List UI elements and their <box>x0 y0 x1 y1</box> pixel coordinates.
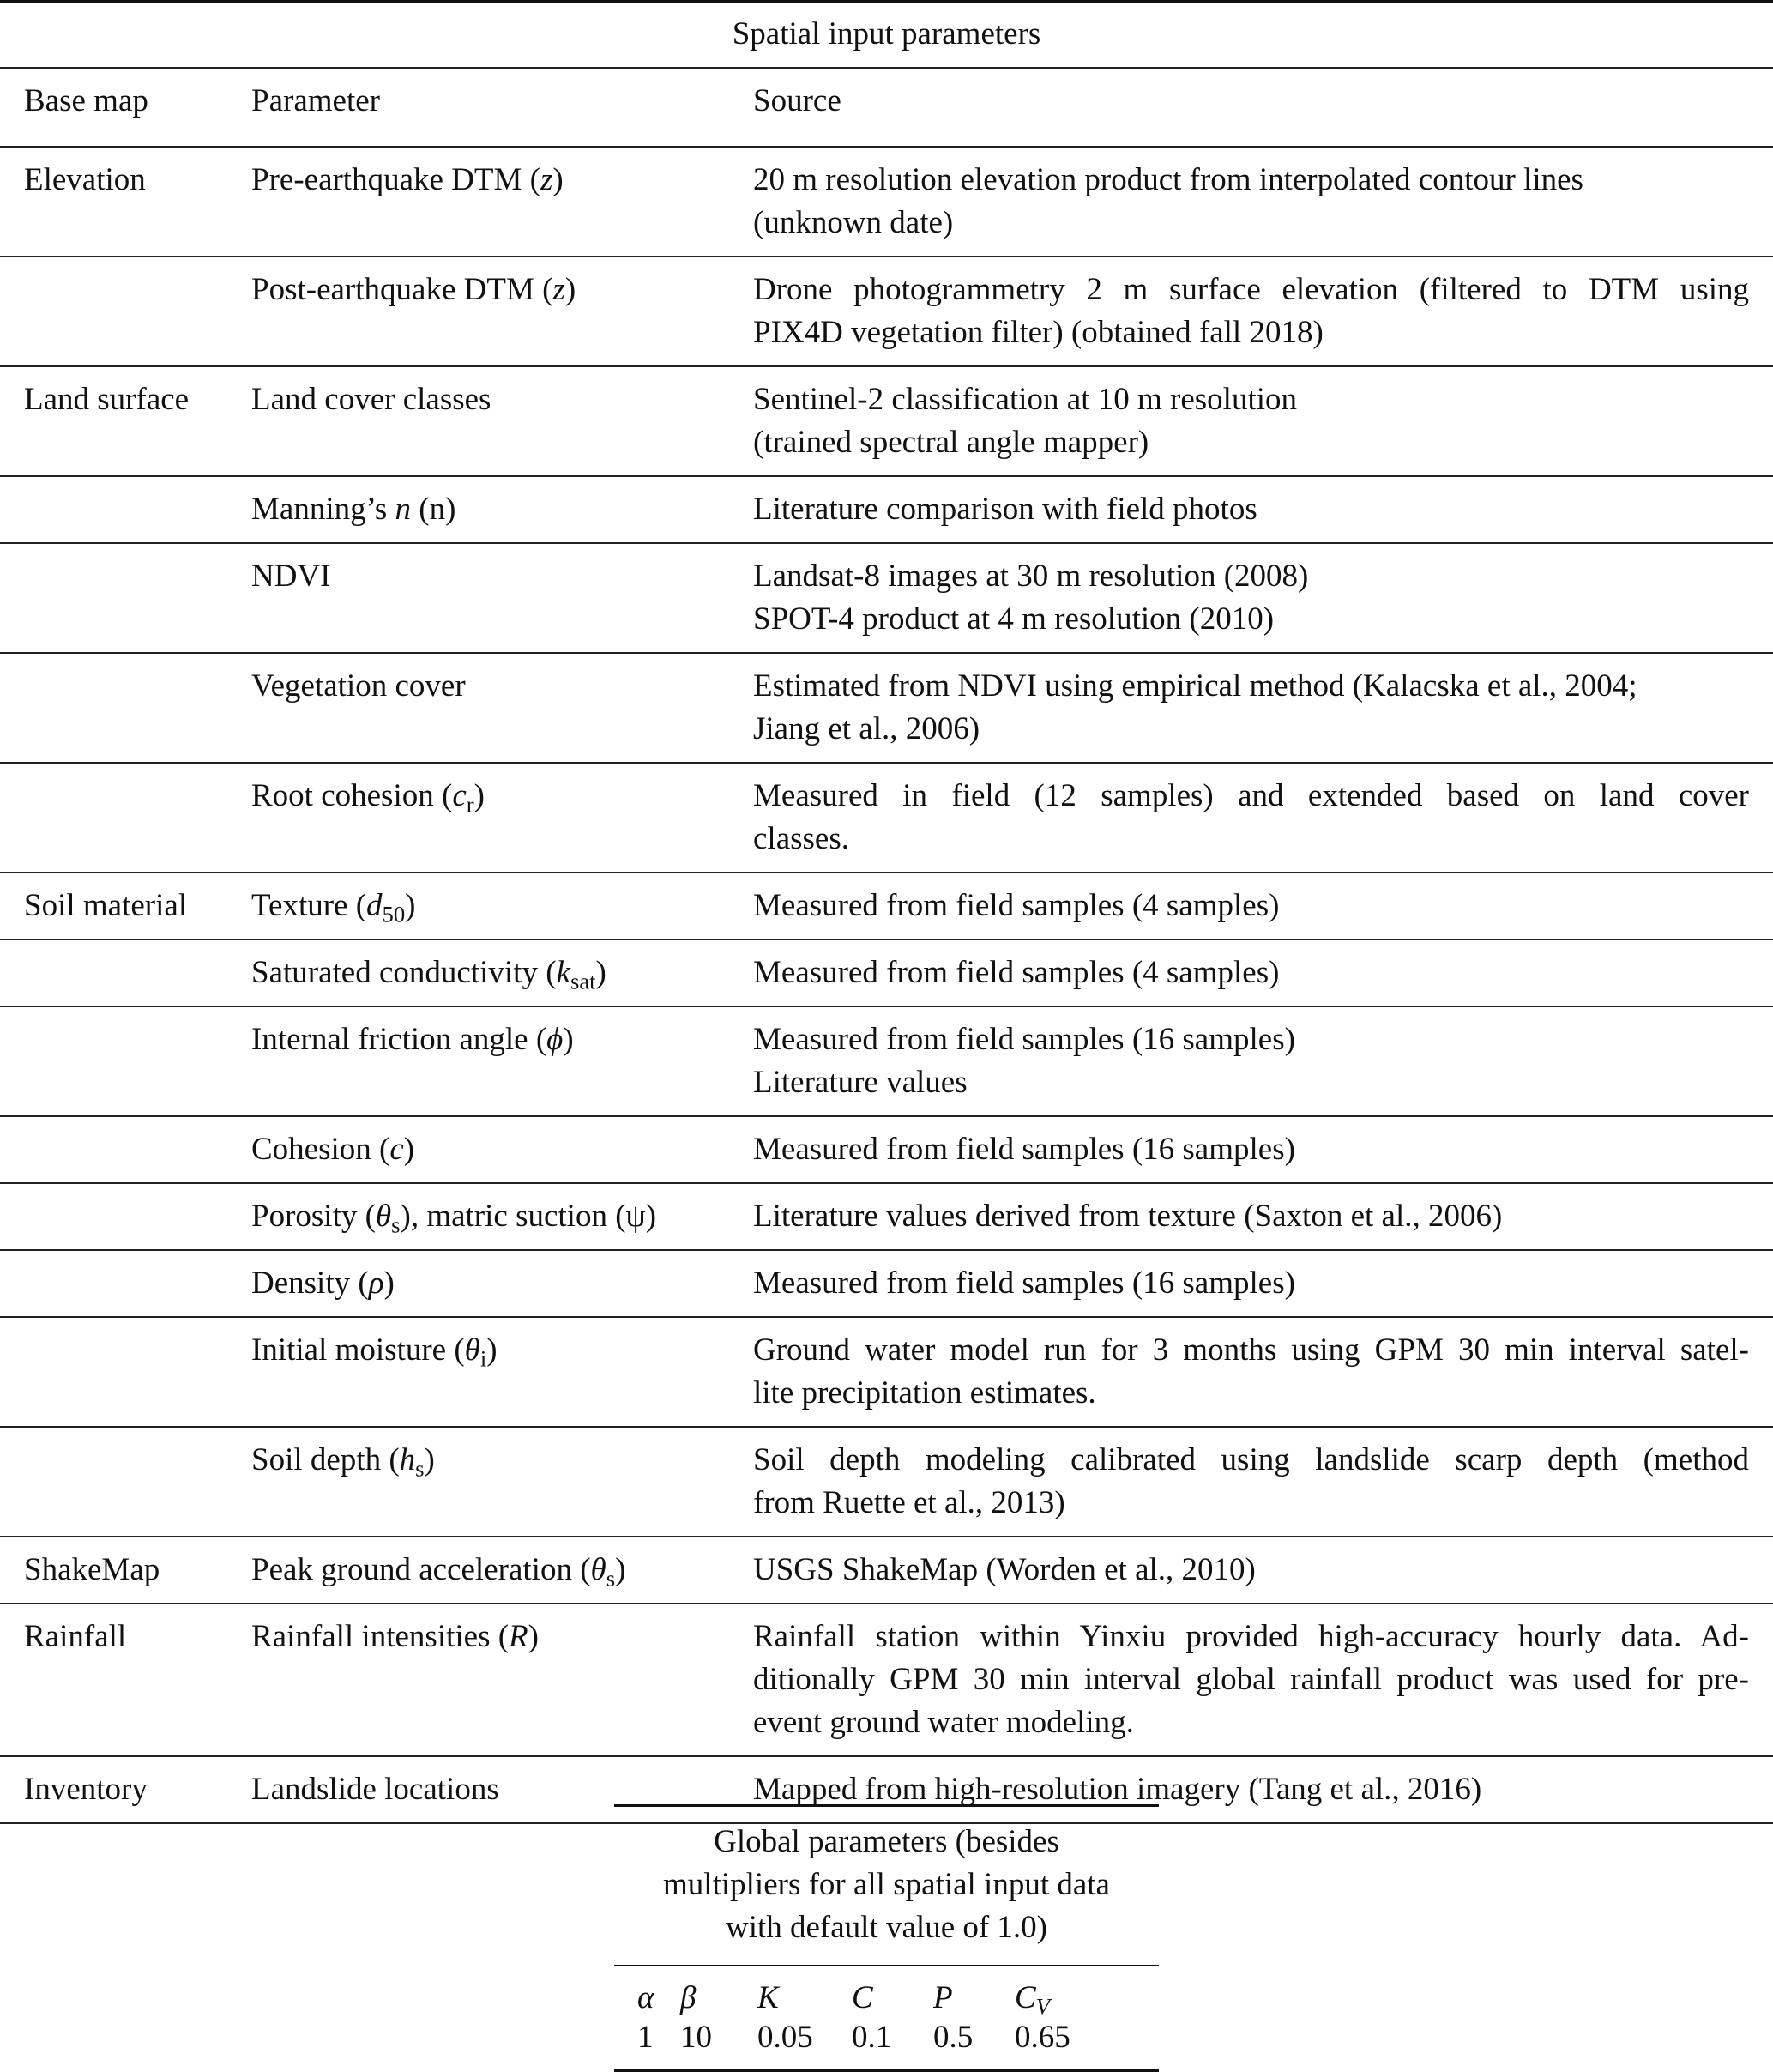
source-line: Literature values <box>753 1065 968 1100</box>
base-map-cell <box>0 476 251 543</box>
parameter-suffix: ) <box>552 162 564 197</box>
parameter-symbol: ϕ <box>546 1022 564 1057</box>
column-header-parameter: Parameter <box>251 83 380 118</box>
parameter-name: Rainfall intensities ( <box>251 1619 510 1654</box>
table-row <box>0 1537 1773 1604</box>
global-symbol-row <box>614 1966 1159 2018</box>
base-map-cell <box>0 1250 251 1317</box>
global-symbol-cell <box>852 1966 933 2018</box>
table-row <box>0 939 1773 1006</box>
parameter-name: Landslide locations <box>251 1772 499 1807</box>
parameter-cell <box>251 147 753 257</box>
source-line: Ground water model run for 3 months using GPM 30 min interval satel- <box>753 1332 1749 1368</box>
source-cell <box>753 1250 1773 1317</box>
parameter-suffix: ) <box>473 778 485 813</box>
source-cell <box>753 763 1773 873</box>
source-cell <box>753 1604 1773 1756</box>
table-row <box>0 1604 1773 1756</box>
source-line: Jiang et al., 2006) <box>753 711 980 746</box>
parameter-name: Saturated conductivity ( <box>251 955 557 990</box>
parameter-cell <box>251 366 753 476</box>
base-map-cell <box>0 1116 251 1183</box>
base-map-cell <box>0 257 251 366</box>
global-symbol-cell <box>614 1966 680 2018</box>
base-map-cell <box>0 939 251 1006</box>
table-title: Spatial input parameters <box>732 16 1041 51</box>
parameter-suffix: ) <box>383 1266 395 1301</box>
global-symbol-cell <box>680 1966 757 2018</box>
source-cell <box>753 543 1773 653</box>
parameter-subscript: sat <box>570 968 596 994</box>
source-cell <box>753 1317 1773 1427</box>
table-title-row <box>0 2 1773 69</box>
global-symbol: α <box>637 1980 654 2015</box>
table-row <box>0 763 1773 873</box>
base-map-cell <box>0 543 251 653</box>
parameter-symbol: θ <box>375 1199 392 1234</box>
parameter-suffix: ) <box>564 272 576 307</box>
parameter-symbol: c <box>452 778 467 813</box>
parameter-suffix: ) <box>595 955 606 990</box>
global-value: 10 <box>680 2020 712 2055</box>
parameter-cell <box>251 1537 753 1604</box>
global-symbol: C <box>1015 1980 1036 2015</box>
base-map-cell <box>0 1317 251 1427</box>
source-line: Measured from field samples (4 samples) <box>753 888 1280 923</box>
parameter-symbol: d <box>366 888 383 923</box>
source-line: ditionally GPM 30 min interval global rainfall product was used for pre- <box>753 1662 1749 1697</box>
source-cell <box>753 476 1773 543</box>
table-row <box>0 1317 1773 1427</box>
parameter-cell <box>251 257 753 366</box>
parameter-cell <box>251 1604 753 1756</box>
parameter-suffix: ) <box>563 1022 574 1057</box>
column-header-source: Source <box>753 83 841 118</box>
source-line: PIX4D vegetation filter) (obtained fall 2018) <box>753 315 1324 350</box>
parameter-symbol: n <box>395 492 412 527</box>
parameter-name: Internal friction angle ( <box>251 1022 547 1057</box>
global-symbol-cell <box>933 1966 1015 2018</box>
source-cell <box>753 366 1773 476</box>
parameter-cell <box>251 543 753 653</box>
parameter-cell <box>251 476 753 543</box>
parameter-subscript: s <box>415 1455 425 1482</box>
global-title-line: multipliers for all spatial input data <box>663 1867 1110 1902</box>
source-cell <box>753 147 1773 257</box>
source-line: Soil depth modeling calibrated using landslide scarp depth (method <box>753 1442 1749 1477</box>
source-cell <box>753 653 1773 763</box>
source-line: USGS ShakeMap (Worden et al., 2010) <box>753 1552 1256 1587</box>
source-line: Measured from field samples (4 samples) <box>753 955 1280 990</box>
source-line: Measured from field samples (16 samples) <box>753 1022 1295 1057</box>
source-line: Estimated from NDVI using empirical method (Kalacska et al., 2004; <box>753 668 1637 704</box>
table-row <box>0 653 1773 763</box>
parameter-name: Porosity ( <box>251 1199 376 1234</box>
parameter-suffix: ) <box>403 1132 415 1167</box>
parameter-cell <box>251 1250 753 1317</box>
source-line: Mapped from high-resolution imagery (Tang et al., 2016) <box>753 1772 1482 1807</box>
parameter-subscript: 50 <box>382 901 406 927</box>
table-row <box>0 1116 1773 1183</box>
global-symbol: K <box>757 1980 779 2015</box>
parameter-suffix: ) <box>405 888 416 923</box>
parameter-suffix: ), matric suction (ψ) <box>400 1199 657 1234</box>
source-cell <box>753 873 1773 939</box>
parameter-suffix: ) <box>486 1332 498 1368</box>
source-line: 20 m resolution elevation product from interpolated contour lines <box>753 162 1583 197</box>
global-symbol: P <box>933 1980 953 2015</box>
parameter-symbol: R <box>509 1619 528 1654</box>
global-parameters-title <box>614 1806 1159 1966</box>
source-line: Measured from field samples (16 samples) <box>753 1132 1295 1167</box>
parameter-symbol: θ <box>464 1332 480 1368</box>
parameter-cell <box>251 873 753 939</box>
base-map-cell <box>0 763 251 873</box>
source-cell <box>753 1183 1773 1250</box>
source-line: Sentinel-2 classification at 10 m resolution <box>753 382 1298 417</box>
global-symbol-subscript: V <box>1035 1993 1050 2020</box>
source-line: Measured from field samples (16 samples) <box>753 1266 1295 1301</box>
table-row <box>0 1006 1773 1116</box>
parameter-name: Land cover classes <box>251 382 491 417</box>
global-parameters-table <box>614 1804 1159 2072</box>
global-symbol-cell <box>1015 1966 1159 2018</box>
parameter-symbol: z <box>540 162 553 197</box>
source-line: Drone photogrammetry 2 m surface elevation (filtered to DTM using <box>753 272 1749 307</box>
source-line: (trained spectral angle mapper) <box>753 425 1149 460</box>
base-map-cell: Soil material <box>24 888 188 923</box>
global-value: 0.65 <box>1015 2020 1070 2055</box>
table-row <box>0 543 1773 653</box>
global-title-line: with default value of 1.0) <box>725 1910 1048 1945</box>
global-title-line: Global parameters (besides <box>714 1824 1059 1859</box>
source-line: Landsat-8 images at 30 m resolution (2008) <box>753 559 1309 594</box>
source-line: (unknown date) <box>753 205 954 240</box>
parameter-suffix: (n) <box>411 492 456 527</box>
parameter-cell <box>251 1317 753 1427</box>
source-line: lite precipitation estimates. <box>753 1375 1096 1411</box>
table-row <box>0 1250 1773 1317</box>
global-value: 0.5 <box>933 2020 974 2055</box>
parameter-subscript: s <box>606 1565 616 1592</box>
table-row <box>0 1183 1773 1250</box>
parameter-subscript: i <box>479 1345 487 1372</box>
table-row <box>0 873 1773 939</box>
parameter-cell <box>251 653 753 763</box>
parameter-cell <box>251 939 753 1006</box>
base-map-cell: Elevation <box>24 162 146 197</box>
source-cell <box>753 1116 1773 1183</box>
base-map-cell: Inventory <box>24 1772 148 1807</box>
parameter-name: Cohesion ( <box>251 1132 390 1167</box>
parameter-suffix: ) <box>528 1619 539 1654</box>
column-header-base-map: Base map <box>24 83 148 118</box>
source-line: from Ruette et al., 2013) <box>753 1485 1065 1520</box>
table-row <box>0 1427 1773 1537</box>
source-line: Measured in field (12 samples) and extended based on land cover <box>753 778 1749 813</box>
source-cell <box>753 257 1773 366</box>
parameter-symbol: z <box>552 272 565 307</box>
parameter-cell <box>251 1006 753 1116</box>
parameter-name: Texture ( <box>251 888 367 923</box>
parameter-suffix: ) <box>424 1442 435 1477</box>
source-cell <box>753 1427 1773 1537</box>
base-map-cell <box>0 653 251 763</box>
parameter-symbol: θ <box>590 1552 606 1587</box>
parameter-name: Vegetation cover <box>251 668 466 704</box>
base-map-cell <box>0 1183 251 1250</box>
parameter-symbol: k <box>556 955 570 990</box>
parameter-cell <box>251 763 753 873</box>
source-cell <box>753 1006 1773 1116</box>
source-line: SPOT-4 product at 4 m resolution (2010) <box>753 601 1275 637</box>
global-symbol: β <box>680 1980 697 2015</box>
global-symbol: C <box>852 1980 873 2015</box>
parameter-name: Root cohesion ( <box>251 778 453 813</box>
table-header-row <box>0 68 1773 147</box>
parameter-name: Peak ground acceleration ( <box>251 1552 591 1587</box>
source-line: Rainfall station within Yinxiu provided high-accuracy hourly data. Ad- <box>753 1619 1749 1654</box>
parameter-name: Density ( <box>251 1266 369 1301</box>
parameter-name: Pre-earthquake DTM ( <box>251 162 540 197</box>
parameter-cell <box>251 1183 753 1250</box>
source-line: classes. <box>753 821 849 856</box>
global-symbol-cell <box>757 1966 852 2018</box>
global-value: 0.05 <box>757 2020 813 2055</box>
source-line: Literature comparison with field photos <box>753 492 1257 527</box>
parameter-name: Manning’s <box>251 492 395 527</box>
parameter-name: Initial moisture ( <box>251 1332 465 1368</box>
base-map-cell <box>0 1006 251 1116</box>
source-cell <box>753 1537 1773 1604</box>
base-map-cell: Rainfall <box>24 1619 127 1654</box>
global-value: 0.1 <box>852 2020 892 2055</box>
base-map-cell: ShakeMap <box>24 1552 160 1587</box>
global-value: 1 <box>637 2020 654 2055</box>
parameter-symbol: ρ <box>368 1266 384 1301</box>
table-row <box>0 147 1773 257</box>
parameter-cell <box>251 1116 753 1183</box>
table-row <box>0 476 1773 543</box>
parameter-symbol: h <box>399 1442 416 1477</box>
source-cell <box>753 939 1773 1006</box>
parameter-name: Soil depth ( <box>251 1442 400 1477</box>
parameter-name: NDVI <box>251 559 331 594</box>
parameter-symbol: c <box>389 1132 404 1167</box>
parameter-suffix: ) <box>615 1552 626 1587</box>
parameter-name: Post-earthquake DTM ( <box>251 272 553 307</box>
parameter-subscript: r <box>466 791 474 818</box>
table-row <box>0 257 1773 366</box>
global-value-row <box>614 2018 1159 2071</box>
source-line: Literature values derived from texture (Saxton et al., 2006) <box>753 1199 1503 1234</box>
parameter-cell <box>251 1427 753 1537</box>
parameter-subscript: s <box>391 1211 401 1238</box>
base-map-cell <box>0 1427 251 1537</box>
source-line: event ground water modeling. <box>753 1705 1134 1740</box>
table-row <box>0 366 1773 476</box>
base-map-cell: Land surface <box>24 382 190 417</box>
